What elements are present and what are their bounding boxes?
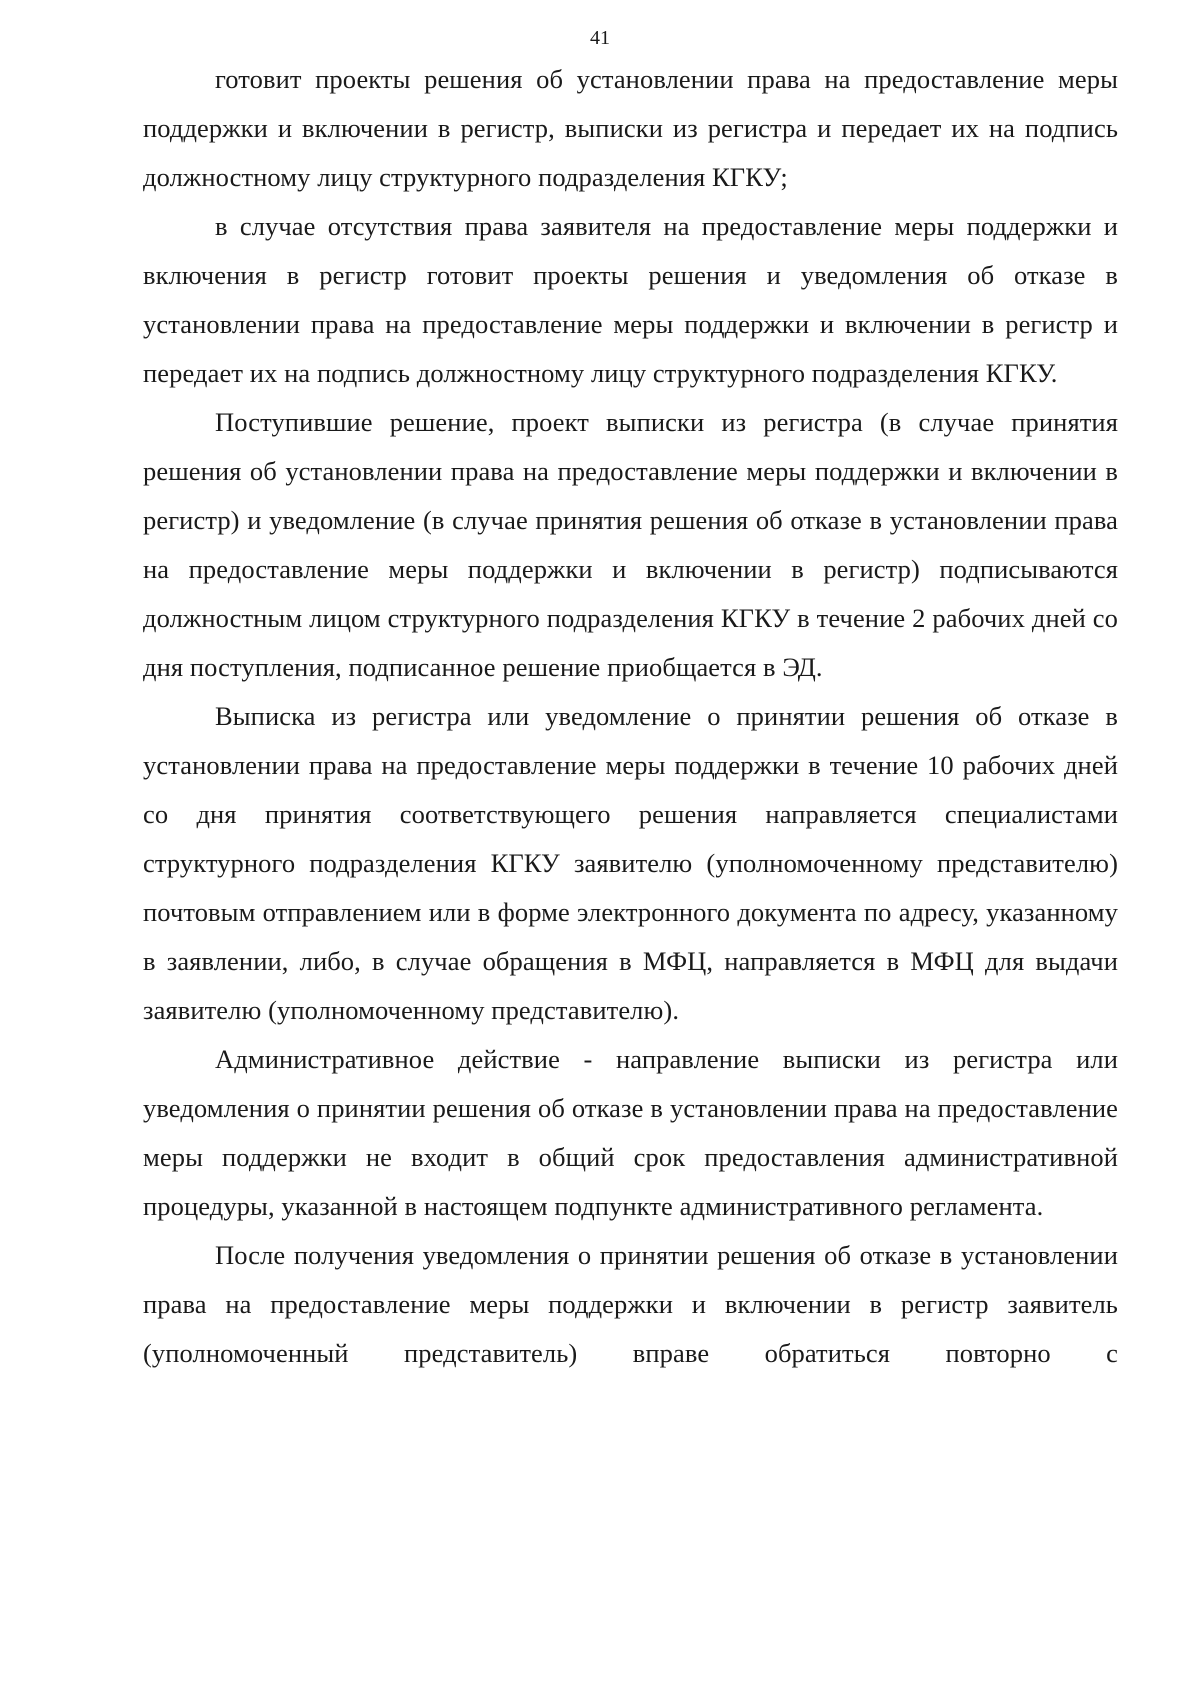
paragraph-administrative-action: Административное действие - направление выписки из регистра или уведомления о принятии решения об отказе в установлении права на предоставление меры поддержки не входит в общий срок предоставления административной процедуры, указанной в настоящем подпункте административного регламента. — [143, 1044, 1118, 1221]
paragraph-draft-decision: готовит проекты решения об установлении права на предоставление меры поддержки и включении в регистр, выписки из регистра и передает их на подпись должностному лицу структурного подразделения КГКУ; — [143, 64, 1118, 192]
paragraph-signing: Поступившие решение, проект выписки из регистра (в случае принятия решения об установлении права на предоставление меры поддержки и включении в регистр) и уведомление (в случае принятия решения об отказе в установлении права на предоставление меры поддержки и включении в регистр) подписываются должностным лицом структурного подразделения КГКУ в течение 2 рабочих дней со дня поступления, подписанное решение приобщается в ЭД. — [143, 407, 1118, 682]
paragraph-sending-extract: Выписка из регистра или уведомление о принятии решения об отказе в установлении права на предоставление меры поддержки в течение 10 рабочих дней со дня принятия соответствующего решения направляется специалистами структурного подразделения КГКУ заявителю (уполномоченному представителю) почтовым отправлением или в форме электронного документа по адресу, указанному в заявлении, либо, в случае обращения в МФЦ, направляется в МФЦ для выдачи заявителю (уполномоченному представителю). — [143, 701, 1118, 1025]
paragraph-refusal-case: в случае отсутствия права заявителя на предоставление меры поддержки и включения в регистр готовит проекты решения и уведомления об отказе в установлении права на предоставление меры поддержки и включении в регистр и передает их на подпись должностному лицу структурного подразделения КГКУ. — [143, 211, 1118, 388]
paragraph-after-refusal: После получения уведомления о принятии решения об отказе в установлении права на предоставление меры поддержки и включении в регистр заявитель (уполномоченный представитель) вправе обратиться повторно с — [143, 1240, 1118, 1368]
document-body — [143, 55, 1118, 1378]
page-number: 41 — [590, 27, 610, 49]
